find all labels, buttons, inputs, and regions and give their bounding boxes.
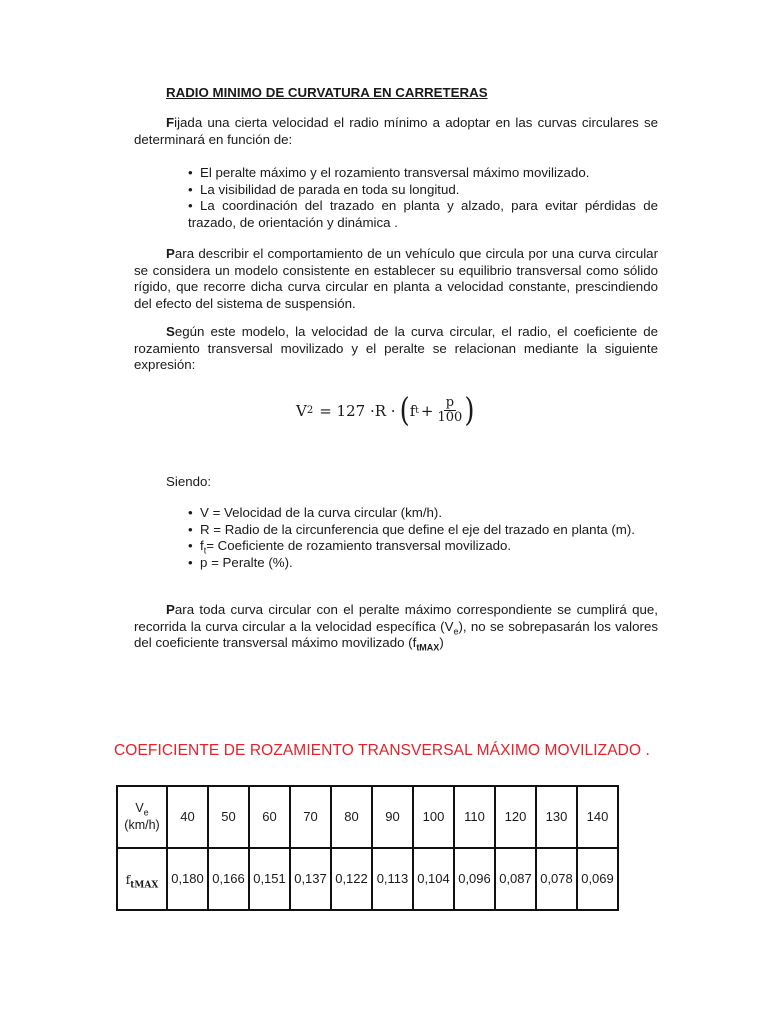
formula-close-paren: ) [464, 391, 475, 430]
bullet-icon: • [188, 505, 193, 520]
definition-text: V = Velocidad de la curva circular (km/h). [200, 505, 443, 520]
speed-label: V [135, 801, 144, 815]
velocity-formula: V 2 = 127 ·R · ( f t + $\frac{p}{100}$ ) [296, 391, 475, 430]
list-item-text: La coordinación del trazado en planta y alzado, para evitar pérdidas de trazado, de orientación y dinámica . [188, 198, 658, 230]
formula-equals: = 127 ·R · [319, 401, 396, 420]
table-cell: 60 [249, 786, 290, 848]
list-item-text: La visibilidad de parada en toda su longitud. [200, 181, 460, 197]
friction-coefficient-table [116, 785, 619, 911]
table-cell: 100 [413, 786, 454, 848]
list-item [188, 198, 658, 231]
table-cell: 0,078 [536, 848, 577, 910]
table-cell: 130 [536, 786, 577, 848]
formula-open-paren: ( [399, 391, 410, 430]
definition-symbol: f [200, 538, 204, 553]
table-cell: 0,096 [454, 848, 495, 910]
table-cell: 40 [167, 786, 208, 848]
formula-plus: + [420, 401, 434, 420]
intro-paragraph [134, 115, 658, 148]
table-cell: 0,113 [372, 848, 413, 910]
list-item [188, 538, 658, 555]
list-item [188, 182, 658, 199]
speed-sub: e [143, 807, 149, 818]
bullet-icon: • [188, 538, 193, 553]
formula-fraction [437, 396, 462, 425]
bullet-icon: • [188, 521, 193, 537]
table-row-coefficients [117, 848, 618, 910]
model-paragraph [134, 246, 658, 312]
table-cell: 0,166 [208, 848, 249, 910]
formula-denominator: 100 [437, 410, 463, 425]
table-cell: 50 [208, 786, 249, 848]
list-item [188, 505, 658, 522]
table-row-speeds [117, 786, 618, 848]
table-title: COEFICIENTE DE ROZAMIENTO TRANSVERSAL MÁXIMO MOVILIZADO . [114, 742, 650, 759]
coef-label: f [125, 871, 131, 887]
model-initial: P [166, 246, 175, 261]
conclusion-text-a: ara toda curva circular con el peralte máximo correspondiente se cumplirá que, recorrida la curva circular a la velocidad específica (V [134, 602, 658, 634]
formula-f: f [409, 401, 416, 420]
conclusion-text-c: ) [439, 635, 444, 650]
relation-paragraph [134, 324, 658, 374]
formula-numerator: p [445, 395, 455, 410]
table-cell: 0,137 [290, 848, 331, 910]
table-cell: 0,087 [495, 848, 536, 910]
relation-initial: S [166, 324, 175, 339]
page-title: RADIO MINIMO DE CURVATURA EN CARRETERAS [166, 85, 488, 100]
table-cell: 0,122 [331, 848, 372, 910]
conclusion-paragraph [134, 602, 658, 652]
relation-text: egún este modelo, la velocidad de la curva circular, el radio, el coeficiente de rozamiento transversal movilizado y el peralte se relacionan mediante la siguiente expresión: [134, 324, 658, 372]
table-cell: 90 [372, 786, 413, 848]
definitions-list [188, 505, 658, 571]
list-item [188, 555, 658, 572]
coef-header-cell [117, 848, 167, 910]
criteria-list [188, 165, 658, 231]
definition-text: p = Peralte (%). [200, 554, 293, 570]
conclusion-text-b: ), no se sobrepasarán los valores del coeficiente transversal máximo movilizado (f [134, 618, 659, 650]
table-cell: 0,104 [413, 848, 454, 910]
table-cell: 0,180 [167, 848, 208, 910]
speed-unit: (km/h) [124, 818, 160, 832]
intro-text: ijada una cierta velocidad el radio mínimo a adoptar en las curvas circulares se determinará en función de: [134, 115, 658, 147]
list-item [188, 522, 658, 539]
table-cell: 110 [454, 786, 495, 848]
speed-header-cell [117, 786, 167, 848]
conclusion-sub-tmax: tMAX [416, 642, 440, 653]
coef-sub: tMAX [130, 880, 159, 890]
list-item-text: El peralte máximo y el rozamiento transversal máximo movilizado. [200, 165, 590, 180]
table-cell: 80 [331, 786, 372, 848]
definition-text: = Coeficiente de rozamiento transversal movilizado. [206, 538, 512, 553]
definition-text: R = Radio de la circunferencia que define el eje del trazado en planta (m). [200, 521, 635, 537]
formula-exponent: 2 [306, 404, 314, 416]
bullet-icon: • [188, 165, 193, 180]
table-cell: 0,069 [577, 848, 618, 910]
table-cell: 120 [495, 786, 536, 848]
bullet-icon: • [188, 198, 193, 213]
table-cell: 0,151 [249, 848, 290, 910]
table-cell: 70 [290, 786, 331, 848]
conclusion-initial: P [166, 602, 175, 617]
formula-lhs: V [296, 401, 307, 420]
list-item [188, 165, 658, 182]
definition-subscript: t [203, 545, 207, 556]
conclusion-sub-e: e [453, 626, 459, 637]
intro-initial: F [166, 115, 175, 130]
table-cell: 140 [577, 786, 618, 848]
model-text: ara describir el comportamiento de un vehículo que circula por una curva circular se considera un modelo consistente en establecer su equilibrio transversal como sólido rígido, que recorre dicha curva circular en planta a velocidad constante, prescindiendo del efecto del sistema de suspensión. [134, 246, 658, 311]
bullet-icon: • [188, 181, 193, 197]
bullet-icon: • [188, 554, 193, 570]
siendo-label: Siendo: [166, 474, 212, 489]
